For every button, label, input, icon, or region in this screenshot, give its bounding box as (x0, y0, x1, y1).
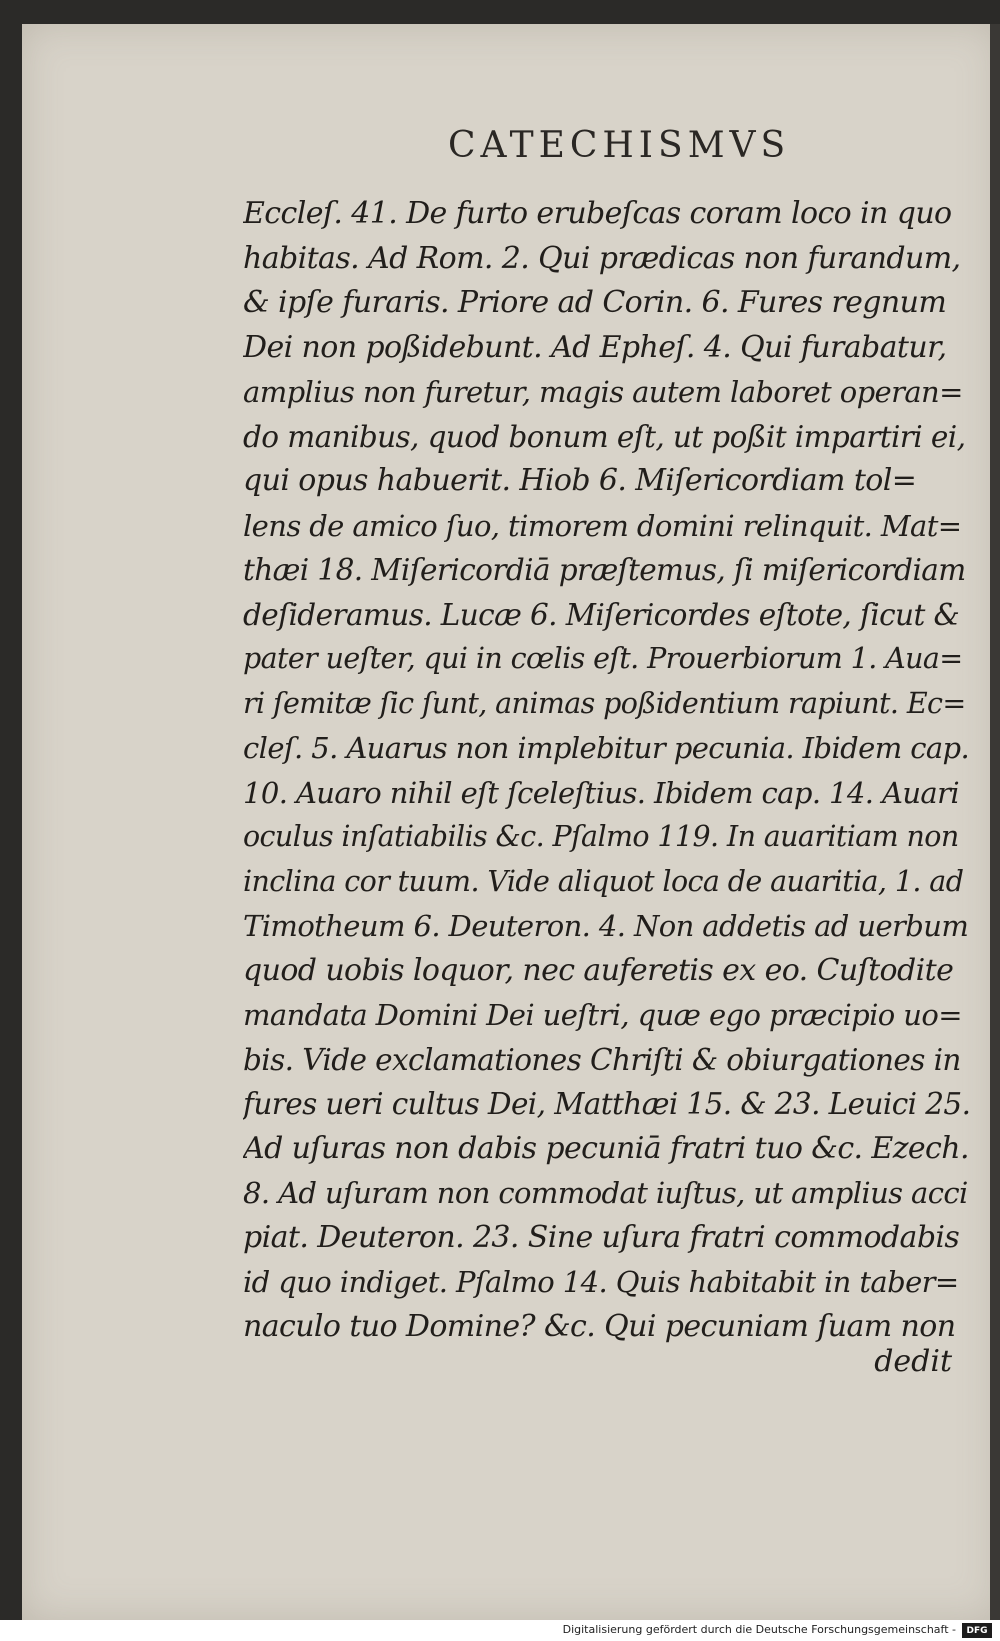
text-line: deſideramus. Lucæ 6. Miſericordes eſtote, ſicut & (243, 597, 960, 632)
text-line: Ad uſuras non dabis pecuniā fratri tuo &c. Ezech. (243, 1130, 969, 1166)
text-line: naculo tuo Domine? &c. Qui pecuniam ſuam non (243, 1308, 956, 1344)
text-line: inclina cor tuum. Vide aliquot loca de auaritia, 1. ad (243, 864, 964, 898)
catchword: dedit (874, 1344, 952, 1379)
page-edge (990, 24, 1000, 1620)
text-line: quod uobis loquor, nec auferetis ex eo. Cuſtodite (243, 952, 954, 988)
text-line: qui opus habuerit. Hiob 6. Miſericordiam tol= (243, 463, 917, 498)
text-line: 10. Auaro nihil eſt ſceleſtius. Ibidem cap. 14. Auari (243, 775, 960, 810)
text-line: Timotheum 6. Deuteron. 4. Non addetis ad uerbum (243, 909, 969, 943)
text-line: piat. Deuteron. 23. Sine uſura fratri commodabis (243, 1219, 960, 1255)
text-line: fures ueri cultus Dei, Matthæi 15. & 23. Leuici 25. (243, 1087, 970, 1121)
text-line: lens de amico ſuo, timorem domini relinquit. Mat= (243, 508, 962, 543)
text-line: Dei non poßidebunt. Ad Epheſ. 4. Qui furabatur, (243, 329, 947, 365)
funding-credit: Digitalisierung gefördert durch die Deutsche Forschungsgemeinschaft - (562, 1623, 956, 1636)
footer-bar (0, 1620, 1000, 1641)
running-head: CATECHISMVS (448, 125, 791, 166)
text-line: pater ueſter, qui in cœlis eſt. Prouerbiorum 1. Aua= (243, 642, 963, 675)
text-line: & ipſe furaris. Priore ad Corin. 6. Fures regnum (243, 285, 947, 320)
text-line: thæi 18. Miſericordiā præſtemus, ſi miſericordiam (243, 553, 966, 587)
text-line: Eccleſ. 41. De furto erubeſcas coram loco in quo (243, 196, 952, 231)
text-line: ri ſemitæ ſic ſunt, animas poßidentium rapiunt. Ec= (243, 686, 966, 720)
text-line: id quo indiget. Pſalmo 14. Quis habitabit in taber= (243, 1265, 959, 1299)
dfg-logo-icon: DFG (962, 1623, 992, 1638)
text-line: do manibus, quod bonum eſt, ut poßit impartiri ei, (243, 419, 966, 454)
text-line: amplius non furetur, magis autem laboret operan= (243, 375, 963, 409)
text-line: mandata Domini Dei ueſtri, quæ ego præcipio uo= (243, 998, 962, 1032)
text-line: cleſ. 5. Auarus non implebitur pecunia. Ibidem cap. (243, 731, 970, 765)
text-line: bis. Vide exclamationes Chriſti & obiurgationes in (243, 1042, 961, 1077)
body-text (243, 192, 970, 1349)
text-line: 8. Ad uſuram non commodat iuſtus, ut amplius acci (243, 1176, 968, 1210)
text-line: habitas. Ad Rom. 2. Qui prædicas non furandum, (243, 240, 961, 276)
text-line: oculus inſatiabilis &c. Pſalmo 119. In auaritiam non (243, 820, 959, 853)
